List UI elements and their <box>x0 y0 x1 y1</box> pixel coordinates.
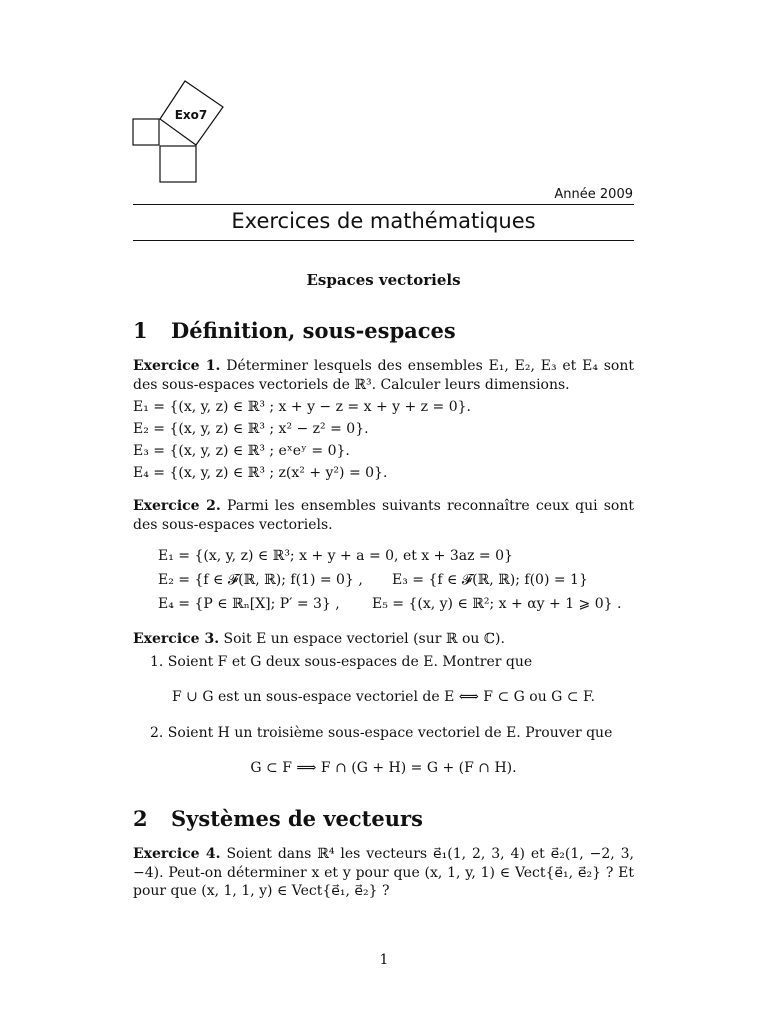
ex1-set-e1: E₁ = {(x, y, z) ∈ ℝ³ ; x + y − z = x + y + z = 0}. <box>133 399 471 415</box>
ex3-formula-1: F ∪ G est un sous-espace vectoriel de E ⟺ F ⊂ G ou G ⊂ F. <box>172 689 595 705</box>
section-title: Systèmes de vecteurs <box>171 806 423 831</box>
ex3-item-2: 2. Soient H un troisième sous-espace vectoriel de E. Prouver que <box>150 725 613 741</box>
exercise-4 <box>133 845 634 901</box>
exercise-3 <box>133 630 634 649</box>
top-rule <box>133 204 634 205</box>
ex1-set-e4: E₄ = {(x, y, z) ∈ ℝ³ ; z(x² + y²) = 0}. <box>133 465 388 481</box>
exercise-label: Exercice 2. <box>133 498 221 514</box>
section-2-heading <box>133 806 423 831</box>
section-number: 1 <box>133 318 148 343</box>
year-label: Année 2009 <box>554 187 633 202</box>
exercise-label: Exercice 4. <box>133 846 221 862</box>
page-subtitle: Espaces vectoriels <box>306 271 461 289</box>
ex2-set-e2: E₂ = {f ∈ 𝓕(ℝ, ℝ); f(1) = 0} , <box>158 572 363 588</box>
ex2-set-e4: E₄ = {P ∈ ℝₙ[X]; P′ = 3} , <box>158 596 340 612</box>
ex2-set-e1: E₁ = {(x, y, z) ∈ ℝ³; x + y + a = 0, et x + 3az = 0} <box>158 548 513 564</box>
exo7-logo <box>120 75 240 195</box>
ex1-set-e2: E₂ = {(x, y, z) ∈ ℝ³ ; x² − z² = 0}. <box>133 421 369 437</box>
ex3-formula-2: G ⊂ F ⟹ F ∩ (G + H) = G + (F ∩ H). <box>250 760 517 776</box>
exercise-text: Déterminer lesquels des ensembles E₁, E₂, E₃ et E₄ sont des sous-espaces vectoriels de ℝ³. Calculer leurs dimensions. <box>133 358 634 393</box>
exercise-label: Exercice 3. <box>133 631 220 647</box>
logo-text: Exo7 <box>174 108 208 122</box>
exercise-2 <box>133 497 634 534</box>
page-number: 1 <box>379 952 389 968</box>
bottom-rule <box>133 240 634 241</box>
section-1-heading <box>133 318 456 343</box>
exercise-1 <box>133 357 634 394</box>
ex3-item-1: 1. Soient F et G deux sous-espaces de E. Montrer que <box>150 654 533 670</box>
ex1-set-e3: E₃ = {(x, y, z) ∈ ℝ³ ; eˣeʸ = 0}. <box>133 443 350 459</box>
exercise-text: Parmi les ensembles suivants reconnaître ceux qui sont des sous-espaces vectoriels. <box>133 498 634 533</box>
exercise-text: Soient dans ℝ⁴ les vecteurs e⃗₁(1, 2, 3, 4) et e⃗₂(1, −2, 3, −4). Peut-on déterminer x et y pour que (x, 1, y, 1) ∈ Vect{e⃗₁, e⃗₂} ? Et pour que (x, 1, 1, y) ∈ Vect{e⃗₁, e⃗₂} ? <box>133 846 634 899</box>
ex2-set-e5: E₅ = {(x, y) ∈ ℝ²; x + αy + 1 ⩾ 0} . <box>372 596 622 612</box>
ex2-set-e3: E₃ = {f ∈ 𝓕(ℝ, ℝ); f(0) = 1} <box>392 572 588 588</box>
exercise-label: Exercice 1. <box>133 358 221 374</box>
section-title: Définition, sous-espaces <box>171 318 456 343</box>
section-number: 2 <box>133 806 148 831</box>
page-title: Exercices de mathématiques <box>231 209 536 233</box>
exercise-text: Soit E un espace vectoriel (sur ℝ ou ℂ). <box>223 631 505 647</box>
